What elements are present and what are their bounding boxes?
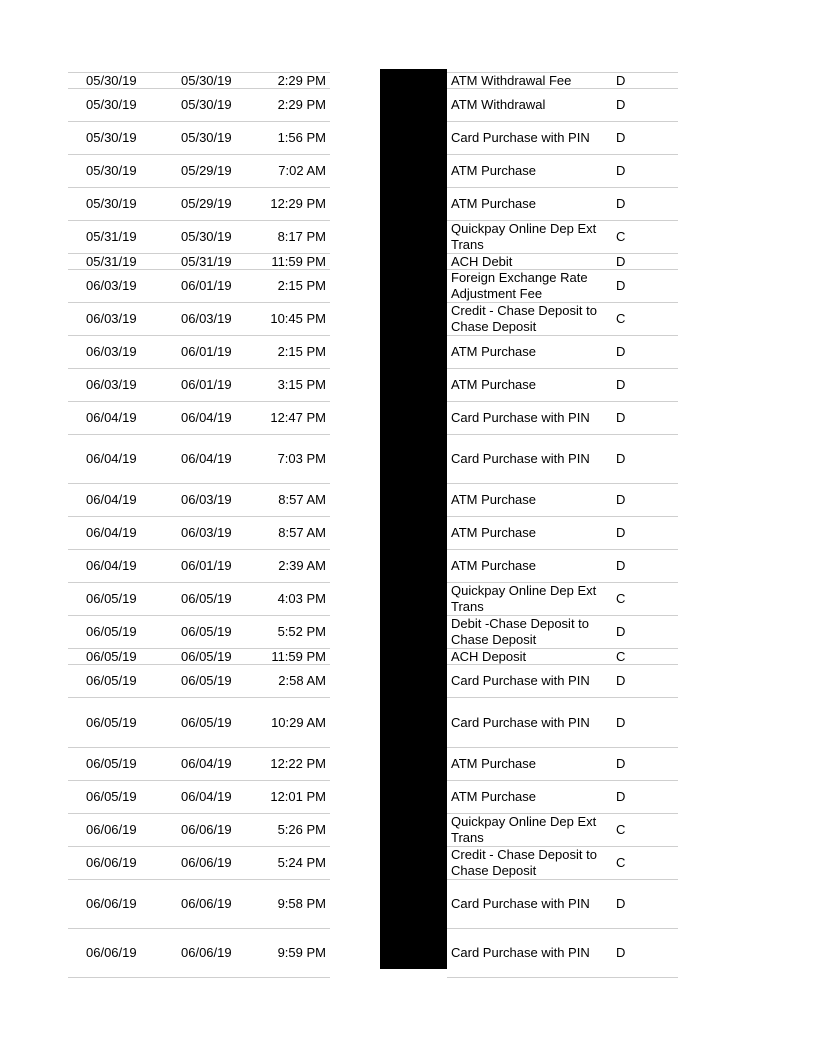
transaction-date-cell: 06/05/19: [181, 714, 232, 730]
table-row: [447, 221, 678, 254]
table-row: [447, 270, 678, 303]
table-row: [447, 698, 678, 748]
transaction-date-cell: 05/29/19: [181, 163, 232, 178]
table-row: [68, 550, 330, 583]
posted-date-cell: 06/06/19: [86, 822, 137, 837]
description-cell: ACH Debit: [451, 253, 513, 269]
debit-credit-cell: D: [616, 130, 626, 145]
table-row: [68, 89, 330, 122]
table-row: [447, 880, 678, 929]
description-cell: Card Purchase with PIN: [451, 130, 590, 145]
description-cell: ATM Withdrawal Fee: [451, 72, 572, 88]
debit-credit-cell: D: [616, 377, 626, 392]
transaction-time-cell: 12:47 PM: [270, 410, 326, 425]
description-cell: Credit - Chase Deposit to Chase Deposit: [451, 847, 597, 878]
table-row: [447, 402, 678, 435]
posted-date-cell: 06/05/19: [86, 591, 137, 606]
table-row: [447, 369, 678, 402]
transaction-date-cell: 06/05/19: [181, 624, 232, 639]
table-row: [447, 929, 678, 978]
description-cell: ATM Purchase: [451, 525, 537, 540]
transaction-time-cell: 2:39 AM: [278, 558, 326, 573]
table-row: [68, 254, 330, 270]
transaction-date-cell: 05/30/19: [181, 97, 232, 112]
transaction-time-cell: 8:57 AM: [278, 492, 326, 507]
description-cell: ATM Purchase: [451, 196, 537, 211]
table-row: [447, 89, 678, 122]
posted-date-cell: 05/30/19: [86, 163, 137, 178]
debit-credit-cell: C: [616, 855, 626, 870]
table-row: [447, 665, 678, 698]
transaction-date-cell: 06/03/19: [181, 525, 232, 540]
table-row: [447, 616, 678, 649]
table-row: [447, 484, 678, 517]
debit-credit-cell: D: [616, 278, 626, 293]
debit-credit-cell: D: [616, 714, 626, 730]
transaction-date-cell: 06/03/19: [181, 311, 232, 326]
table-row: [447, 649, 678, 665]
posted-date-cell: 06/06/19: [86, 945, 137, 960]
posted-date-cell: 05/30/19: [86, 72, 137, 88]
transaction-time-cell: 5:24 PM: [277, 855, 326, 870]
transaction-date-cell: 06/05/19: [181, 648, 232, 664]
table-row: [447, 550, 678, 583]
debit-credit-cell: D: [616, 492, 626, 507]
posted-date-cell: 06/06/19: [86, 855, 137, 870]
posted-date-cell: 06/04/19: [86, 410, 137, 425]
table-row: [68, 781, 330, 814]
debit-credit-cell: D: [616, 163, 626, 178]
table-row: [447, 748, 678, 781]
debit-credit-cell: D: [616, 525, 626, 540]
posted-date-cell: 05/30/19: [86, 196, 137, 211]
debit-credit-cell: C: [616, 311, 626, 326]
posted-date-cell: 06/04/19: [86, 451, 137, 466]
transaction-time-cell: 2:29 PM: [277, 72, 326, 88]
table-row: [68, 880, 330, 929]
table-row: [447, 517, 678, 550]
transaction-date-cell: 06/06/19: [181, 896, 232, 911]
description-cell: ATM Purchase: [451, 789, 537, 804]
transaction-time-cell: 2:15 PM: [277, 344, 326, 359]
description-cell: Quickpay Online Dep Ext Trans: [451, 221, 597, 252]
table-row: [447, 155, 678, 188]
transaction-time-cell: 2:29 PM: [277, 97, 326, 112]
posted-date-cell: 06/05/19: [86, 789, 137, 804]
posted-date-cell: 06/05/19: [86, 648, 137, 664]
debit-credit-cell: D: [616, 896, 626, 911]
posted-date-cell: 06/04/19: [86, 525, 137, 540]
table-row: [68, 748, 330, 781]
transaction-date-cell: 06/01/19: [181, 344, 232, 359]
transaction-date-cell: 06/04/19: [181, 410, 232, 425]
posted-date-cell: 05/30/19: [86, 130, 137, 145]
posted-date-cell: 05/31/19: [86, 253, 137, 269]
posted-date-cell: 05/31/19: [86, 229, 137, 244]
transaction-time-cell: 9:58 PM: [277, 896, 326, 911]
debit-credit-cell: D: [616, 558, 626, 573]
description-cell: ATM Withdrawal: [451, 97, 546, 112]
table-row: [68, 435, 330, 484]
transaction-time-cell: 9:59 PM: [277, 945, 326, 960]
transaction-time-cell: 8:57 AM: [278, 525, 326, 540]
table-row: [68, 929, 330, 978]
debit-credit-cell: D: [616, 756, 626, 771]
description-cell: ATM Purchase: [451, 492, 537, 507]
transaction-time-cell: 10:29 AM: [271, 714, 326, 730]
debit-credit-cell: D: [616, 253, 626, 269]
transaction-date-cell: 06/01/19: [181, 278, 232, 293]
transaction-time-cell: 11:59 PM: [271, 648, 326, 664]
debit-credit-cell: D: [616, 344, 626, 359]
description-cell: Foreign Exchange Rate Adjustment Fee: [451, 270, 588, 301]
table-row: [68, 517, 330, 550]
debit-credit-cell: D: [616, 451, 626, 466]
table-row: [447, 583, 678, 616]
description-cell: Quickpay Online Dep Ext Trans: [451, 583, 597, 614]
transaction-date-cell: 06/04/19: [181, 789, 232, 804]
table-row: [68, 336, 330, 369]
debit-credit-cell: D: [616, 97, 626, 112]
table-row: [447, 814, 678, 847]
table-row: [447, 254, 678, 270]
table-row: [68, 303, 330, 336]
description-cell: Card Purchase with PIN: [451, 714, 590, 730]
debit-credit-cell: D: [616, 624, 626, 639]
table-row: [447, 847, 678, 880]
table-row: [447, 122, 678, 155]
transaction-time-cell: 7:03 PM: [277, 451, 326, 466]
posted-date-cell: 06/05/19: [86, 624, 137, 639]
debit-credit-cell: D: [616, 673, 626, 688]
debit-credit-cell: D: [616, 196, 626, 211]
table-row: [68, 665, 330, 698]
transaction-time-cell: 2:58 AM: [278, 673, 326, 688]
table-row: [68, 270, 330, 303]
posted-date-cell: 06/05/19: [86, 673, 137, 688]
transaction-date-cell: 06/03/19: [181, 492, 232, 507]
posted-date-cell: 06/05/19: [86, 756, 137, 771]
transaction-time-cell: 7:02 AM: [278, 163, 326, 178]
description-cell: ATM Purchase: [451, 163, 537, 178]
table-row: [68, 122, 330, 155]
description-cell: ATM Purchase: [451, 377, 537, 392]
debit-credit-cell: D: [616, 72, 626, 88]
table-row: [68, 649, 330, 665]
table-row: [447, 303, 678, 336]
transaction-date-cell: 05/30/19: [181, 229, 232, 244]
transaction-date-cell: 06/04/19: [181, 451, 232, 466]
transaction-time-cell: 5:26 PM: [277, 822, 326, 837]
transaction-date-cell: 05/31/19: [181, 253, 232, 269]
table-row: [447, 72, 678, 89]
description-cell: Card Purchase with PIN: [451, 945, 590, 960]
table-row: [68, 698, 330, 748]
table-row: [68, 188, 330, 221]
posted-date-cell: 06/03/19: [86, 344, 137, 359]
transaction-date-cell: 06/06/19: [181, 945, 232, 960]
description-cell: Credit - Chase Deposit to Chase Deposit: [451, 303, 597, 334]
transaction-time-cell: 5:52 PM: [277, 624, 326, 639]
posted-date-cell: 06/05/19: [86, 714, 137, 730]
transaction-time-cell: 2:15 PM: [277, 278, 326, 293]
transaction-time-cell: 3:15 PM: [277, 377, 326, 392]
description-cell: Card Purchase with PIN: [451, 410, 590, 425]
posted-date-cell: 06/04/19: [86, 492, 137, 507]
posted-date-cell: 06/03/19: [86, 311, 137, 326]
table-row: [447, 781, 678, 814]
description-cell: Card Purchase with PIN: [451, 451, 590, 466]
table-row: [447, 336, 678, 369]
debit-credit-cell: C: [616, 822, 626, 837]
table-row: [68, 583, 330, 616]
transaction-date-cell: 06/04/19: [181, 756, 232, 771]
transaction-time-cell: 12:29 PM: [270, 196, 326, 211]
transaction-date-cell: 06/05/19: [181, 591, 232, 606]
table-row: [68, 221, 330, 254]
transaction-time-cell: 12:01 PM: [270, 789, 326, 804]
table-row: [68, 847, 330, 880]
description-cell: Debit -Chase Deposit to Chase Deposit: [451, 616, 590, 647]
redaction-bar: [380, 69, 447, 969]
transaction-time-cell: 11:59 PM: [271, 253, 326, 269]
description-cell: ATM Purchase: [451, 756, 537, 771]
transaction-time-cell: 12:22 PM: [270, 756, 326, 771]
description-cell: Quickpay Online Dep Ext Trans: [451, 814, 597, 845]
transaction-date-cell: 05/30/19: [181, 130, 232, 145]
debit-credit-cell: C: [616, 648, 626, 664]
posted-date-cell: 05/30/19: [86, 97, 137, 112]
posted-date-cell: 06/03/19: [86, 377, 137, 392]
transaction-time-cell: 10:45 PM: [270, 311, 326, 326]
table-row: [68, 616, 330, 649]
debit-credit-cell: D: [616, 945, 626, 960]
description-cell: ATM Purchase: [451, 558, 537, 573]
posted-date-cell: 06/06/19: [86, 896, 137, 911]
transaction-date-cell: 06/06/19: [181, 822, 232, 837]
transaction-time-cell: 1:56 PM: [277, 130, 326, 145]
table-row: [68, 484, 330, 517]
table-row: [447, 435, 678, 484]
description-cell: Card Purchase with PIN: [451, 896, 590, 911]
transaction-date-cell: 06/01/19: [181, 558, 232, 573]
debit-credit-cell: C: [616, 591, 626, 606]
transaction-date-cell: 06/01/19: [181, 377, 232, 392]
table-row: [68, 369, 330, 402]
transaction-dates-table: [68, 72, 330, 978]
table-row: [68, 402, 330, 435]
description-cell: ACH Deposit: [451, 648, 527, 664]
description-cell: Card Purchase with PIN: [451, 673, 590, 688]
debit-credit-cell: D: [616, 410, 626, 425]
transaction-time-cell: 4:03 PM: [277, 591, 326, 606]
transaction-date-cell: 06/05/19: [181, 673, 232, 688]
description-cell: ATM Purchase: [451, 344, 537, 359]
transaction-date-cell: 05/30/19: [181, 72, 232, 88]
transaction-descriptions-table: [447, 72, 678, 978]
table-row: [68, 72, 330, 89]
debit-credit-cell: D: [616, 789, 626, 804]
transaction-date-cell: 06/06/19: [181, 855, 232, 870]
transaction-time-cell: 8:17 PM: [277, 229, 326, 244]
table-row: [447, 188, 678, 221]
posted-date-cell: 06/03/19: [86, 278, 137, 293]
posted-date-cell: 06/04/19: [86, 558, 137, 573]
table-row: [68, 155, 330, 188]
debit-credit-cell: C: [616, 229, 626, 244]
table-row: [68, 814, 330, 847]
transaction-date-cell: 05/29/19: [181, 196, 232, 211]
